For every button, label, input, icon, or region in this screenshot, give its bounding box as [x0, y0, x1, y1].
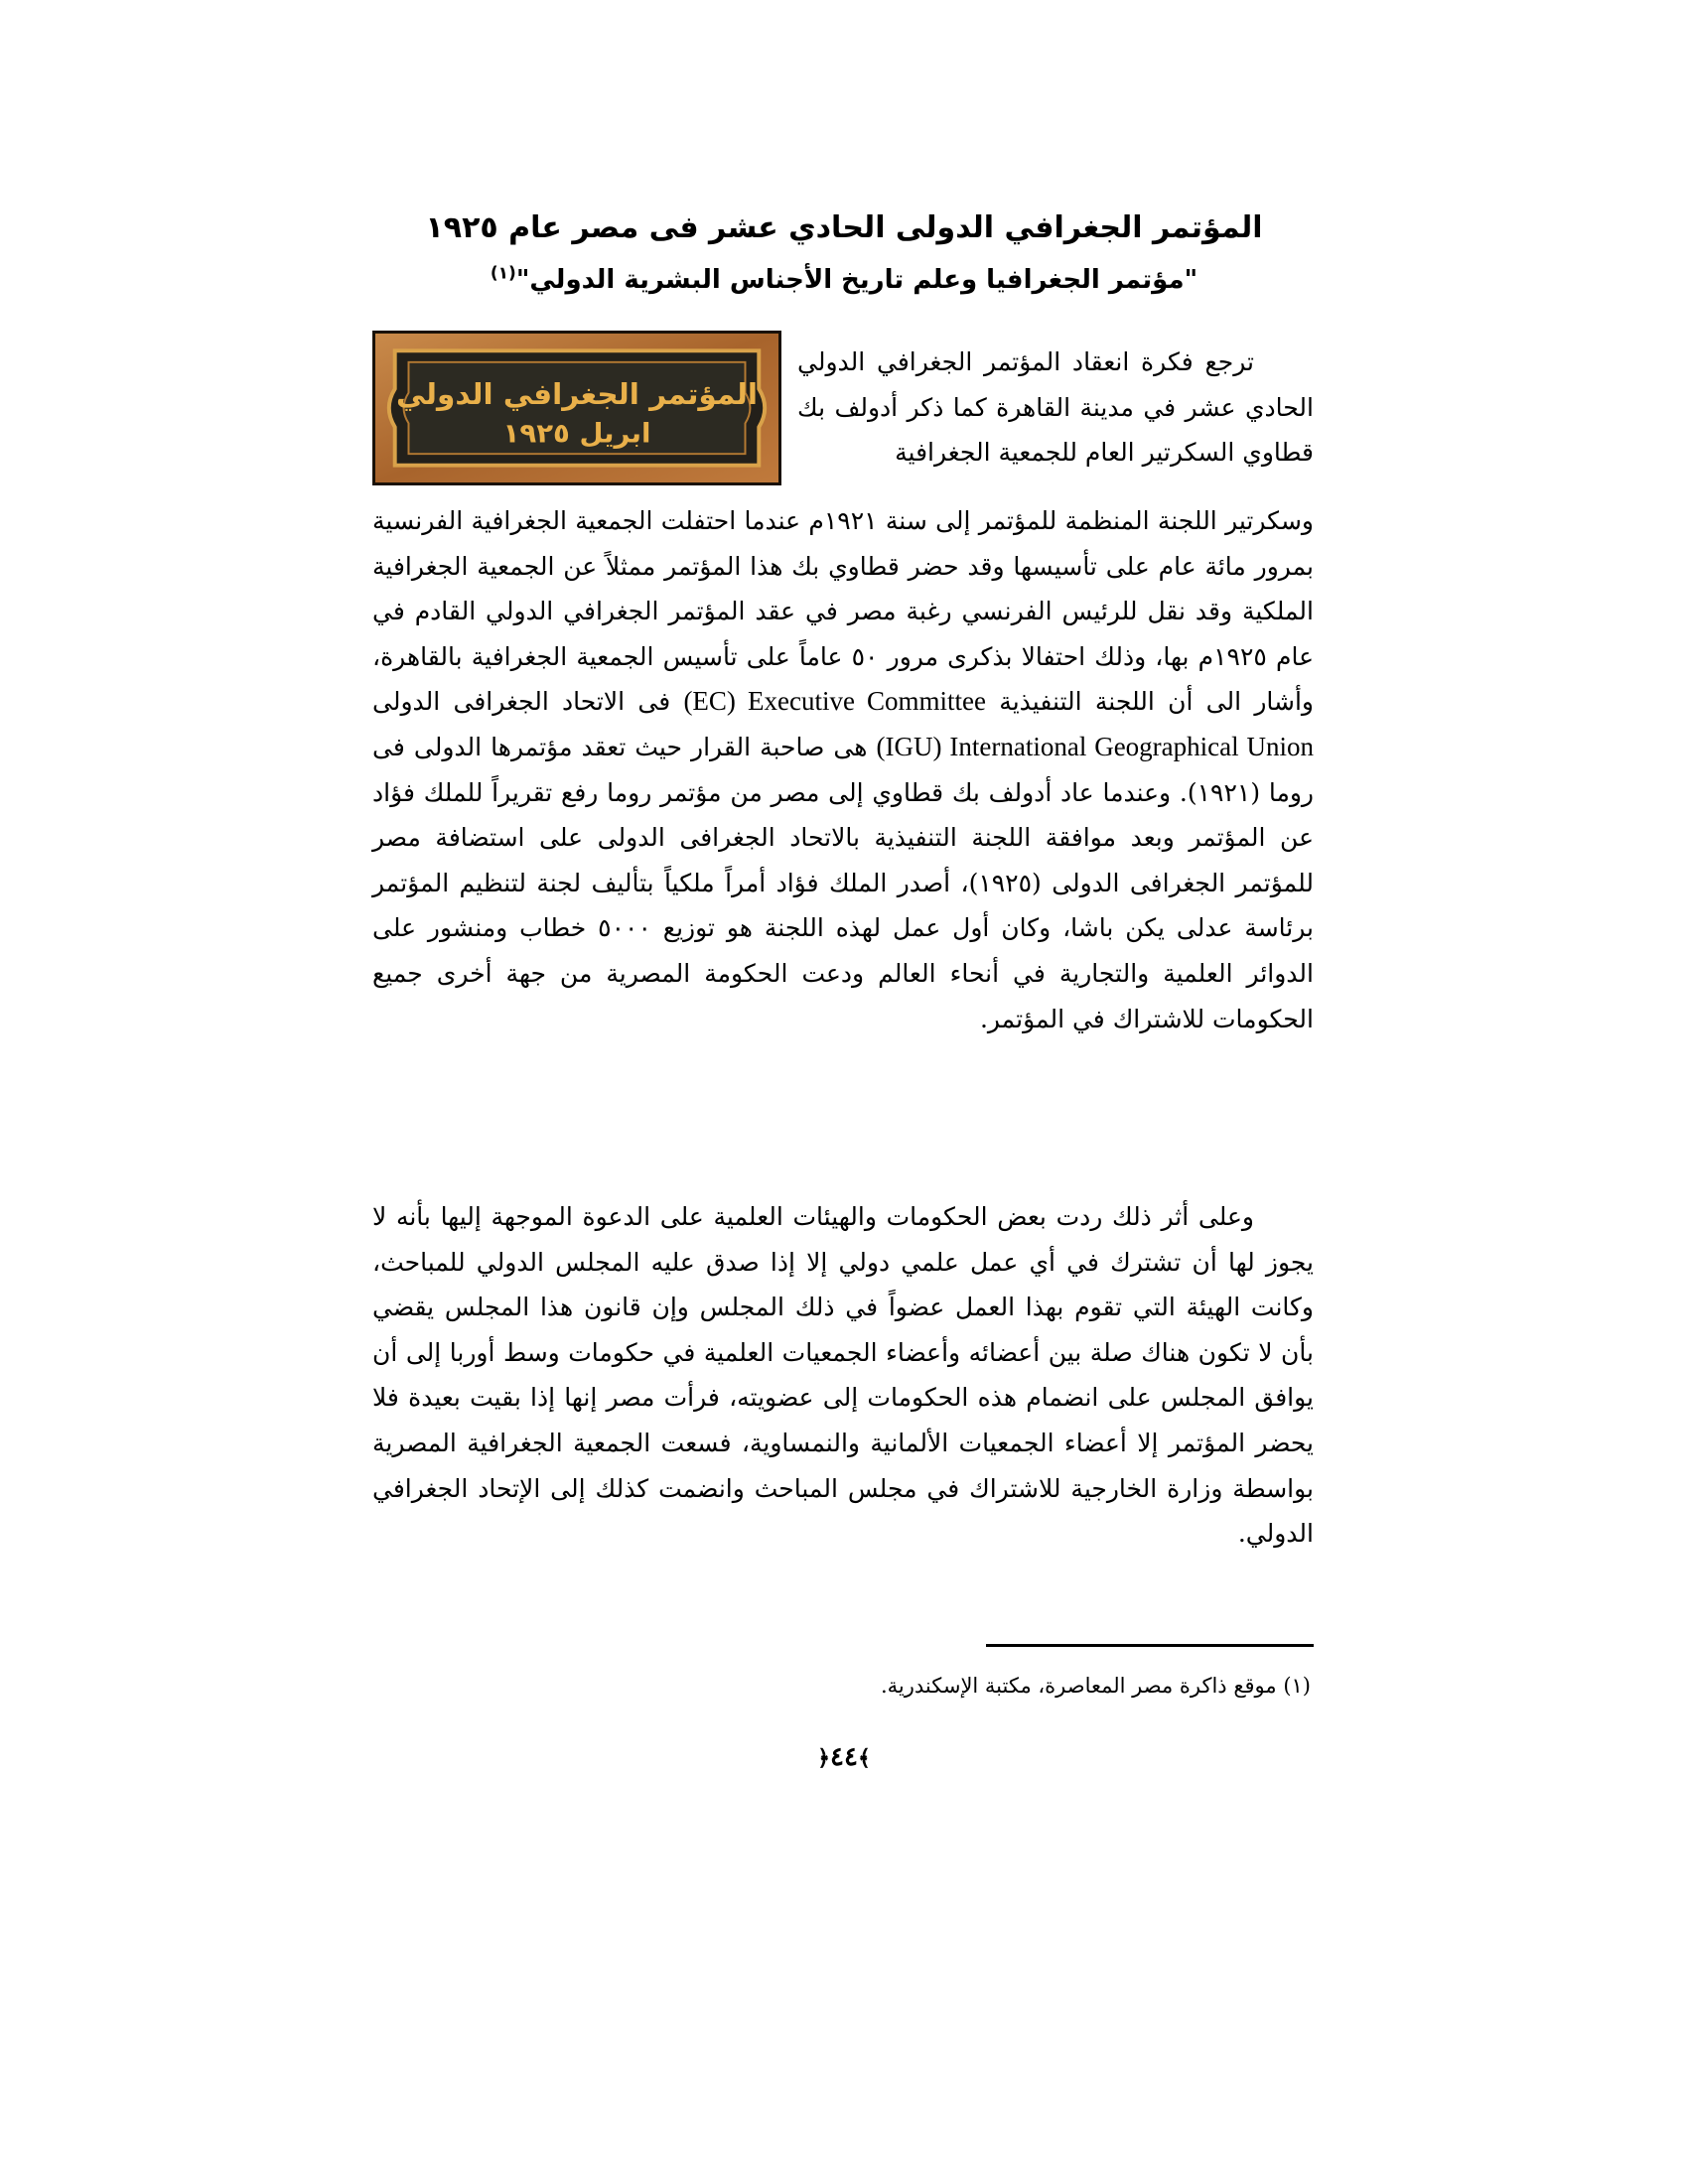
footnote-separator: [986, 1644, 1314, 1647]
paragraph-1-body: [372, 498, 1314, 1041]
executive-committee-term: (EC) Executive Committee: [683, 686, 987, 717]
paragraph-2: وعلى أثر ذلك ردت بعض الحكومات والهيئات العلمية على الدعوة الموجهة إليها بأنه لا يجوز لها أن تشترك في أي عمل علمي دولي إلا إذا صدق عليه المجلس الدولي للمباحث، وكانت الهيئة التي تقوم بهذا العمل عضواً في ذلك المجلس وإن قانون هذا المجلس يقضي بأن لا تكون هناك صلة بين أعضائه وأعضاء الجمعيات العلمية في حكومات وسط أوربا إلى أن يوافق المجلس على انضمام هذه الحكومات إلى عضويته، فرأت مصر إنها إذا بقيت بعيدة فلا يحضر المؤتمر إلا أعضاء الجمعيات الألمانية والنمساوية، فسعت الجمعية الجغرافية المصرية بواسطة وزارة الخارجية للاشتراك في مجلس المباحث وانضمت كذلك إلى الإتحاد الجغرافي الدولي.: [372, 1202, 1314, 1549]
plaque-illustration: [375, 334, 778, 482]
footnote: (١) موقع ذاكرة مصر المعاصرة، مكتبة الإسكندرية.: [880, 1674, 1311, 1698]
page-ornament-left: ﴿: [817, 1745, 831, 1771]
congress-plaque-image: [372, 331, 781, 485]
paragraph-1-intro: ترجع فكرة انعقاد المؤتمر الجغرافي الدولي الحادي عشر في مدينة القاهرة كما ذكر أدولف بك قطاوي السكرتير العام للجمعية الجغرافية: [797, 347, 1314, 468]
page-number-value: ٤٤: [830, 1742, 858, 1772]
para1-part3: هى صاحبة القرار حيث تعقد مؤتمرها الدولى فى روما (١٩٢١). وعندما عاد أدولف بك قطاوي إلى مصر من مؤتمر روما رفع تقريراً للملك فؤاد عن المؤتمر وبعد موافقة اللجنة التنفيذية بالاتحاد الجغرافى الدولى على استضافة مصر للمؤتمر الجغرافى الدولى (١٩٢٥)، أصدر الملك فؤاد أمراً ملكياً بتأليف لجنة لتنظيم المؤتمر برئاسة عدلى يكن باشا، وكان أول عمل لهذه اللجنة هو توزيع ٥٠٠٠ خطاب ومنشور على الدوائر العلمية والتجارية في أنحاء العالم ودعت الحكومة المصرية من جهة أخرى جميع الحكومات للاشتراك في المؤتمر.: [372, 732, 1315, 1033]
plaque-inscription-1: المؤتمر الجغرافي الدولي: [396, 377, 758, 412]
plaque-inscription-2: ابريل ١٩٢٥: [502, 418, 651, 450]
page-number: [745, 1734, 943, 1780]
footnote-ref: (١): [490, 263, 516, 284]
para1-part2: فى الاتحاد الجغرافى الدولى: [372, 687, 671, 717]
page-title: المؤتمر الجغرافي الدولى الحادي عشر فى مصر عام ١٩٢٥: [425, 210, 1263, 245]
page-ornament-right: ﴾: [857, 1745, 871, 1771]
subtitle-text: "مؤتمر الجغرافيا وعلم تاريخ الأجناس البشرية الدولي": [515, 265, 1198, 295]
page-subtitle: [298, 256, 1390, 304]
para1-part1: وسكرتير اللجنة المنظمة للمؤتمر إلى سنة ١٩٢١م عندما احتفلت الجمعية الجغرافية الفرنسية بمرور مائة عام على تأسيسها وقد حضر قطاوي بك هذا المؤتمر ممثلاً عن الجمعية الجغرافية الملكية وقد نقل للرئيس الفرنسي رغبة مصر في عقد المؤتمر الجغرافي الدولي القادم في عام ١٩٢٥م بها، وذلك احتفالا بذكرى مرور ٥٠ عاماً على تأسيس الجمعية الجغرافية بالقاهرة، وأشار الى أن اللجنة التنفيذية: [372, 506, 1315, 717]
igu-term: (IGU) International Geographical Union: [876, 731, 1314, 761]
